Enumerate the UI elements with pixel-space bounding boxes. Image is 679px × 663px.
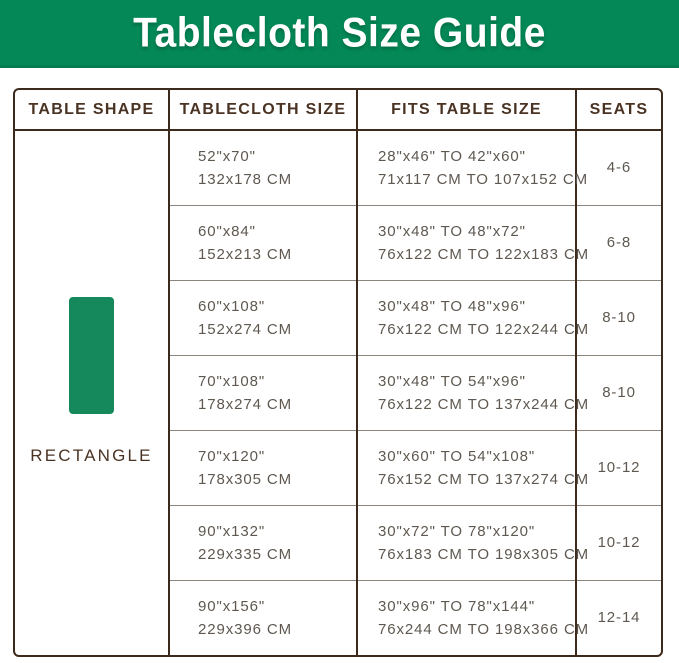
tablecloth-size-cell xyxy=(169,505,357,580)
fits-table-size-cell xyxy=(357,580,590,655)
fits-cm: 76x244 CM TO 198x366 CM xyxy=(378,620,590,638)
size-cm: 152x213 CM xyxy=(198,245,293,263)
seats-cell: 8-10 xyxy=(576,355,661,430)
fits-table-size-cell xyxy=(357,430,590,505)
size-inches: 70"x108" xyxy=(198,372,266,390)
column-header-fits-table-size: FITS TABLE SIZE xyxy=(357,90,576,130)
fits-cm: 76x122 CM TO 122x183 CM xyxy=(378,245,590,263)
header-banner xyxy=(0,0,679,68)
fits-cm: 76x122 CM TO 122x244 CM xyxy=(378,320,590,338)
seats-cell: 4-6 xyxy=(576,130,661,205)
size-cm: 152x274 CM xyxy=(198,320,293,338)
size-inches: 90"x156" xyxy=(198,597,266,615)
size-table-frame xyxy=(13,88,663,657)
shape-group xyxy=(16,297,167,466)
tablecloth-size-cell xyxy=(169,430,357,505)
tablecloth-size-cell xyxy=(169,205,357,280)
fits-inches: 30"x72" TO 78"x120" xyxy=(378,522,536,540)
tablecloth-size-cell xyxy=(169,280,357,355)
fits-inches: 30"x60" TO 54"x108" xyxy=(378,447,536,465)
fits-cm: 76x152 CM TO 137x274 CM xyxy=(378,470,590,488)
size-cm: 178x305 CM xyxy=(198,470,293,488)
table-row xyxy=(15,130,661,205)
fits-inches: 28"x46" TO 42"x60" xyxy=(378,147,526,165)
fits-table-size-cell xyxy=(357,355,590,430)
size-inches: 60"x84" xyxy=(198,222,256,240)
size-cm: 132x178 CM xyxy=(198,170,293,188)
seats-cell: 10-12 xyxy=(576,505,661,580)
tablecloth-size-cell xyxy=(169,130,357,205)
size-cm: 178x274 CM xyxy=(198,395,293,413)
size-inches: 90"x132" xyxy=(198,522,266,540)
column-header-seats: SEATS xyxy=(576,90,661,130)
rectangle-shape-icon xyxy=(69,297,114,414)
size-inches: 70"x120" xyxy=(198,447,266,465)
seats-cell: 12-14 xyxy=(576,580,661,655)
column-header-tablecloth-size: TABLECLOTH SIZE xyxy=(169,90,357,130)
column-header-table-shape: TABLE SHAPE xyxy=(15,90,169,130)
fits-table-size-cell xyxy=(357,280,590,355)
seats-cell: 10-12 xyxy=(576,430,661,505)
tablecloth-size-cell xyxy=(169,355,357,430)
fits-cm: 76x122 CM TO 137x244 CM xyxy=(378,395,590,413)
fits-inches: 30"x96" TO 78"x144" xyxy=(378,597,536,615)
size-inches: 52"x70" xyxy=(198,147,256,165)
column-header-row xyxy=(15,90,661,130)
tablecloth-size-cell xyxy=(169,580,357,655)
page-title: Tablecloth Size Guide xyxy=(133,10,546,57)
fits-inches: 30"x48" TO 48"x96" xyxy=(378,297,526,315)
size-cm: 229x335 CM xyxy=(198,545,293,563)
shape-label: RECTANGLE xyxy=(30,445,153,465)
fits-table-size-cell xyxy=(357,205,590,280)
fits-inches: 30"x48" TO 48"x72" xyxy=(378,222,526,240)
fits-cm: 76x183 CM TO 198x305 CM xyxy=(378,545,590,563)
size-table xyxy=(15,90,661,655)
size-cm: 229x396 CM xyxy=(198,620,293,638)
seats-cell: 6-8 xyxy=(576,205,661,280)
size-inches: 60"x108" xyxy=(198,297,266,315)
fits-table-size-cell xyxy=(357,505,590,580)
fits-inches: 30"x48" TO 54"x96" xyxy=(378,372,526,390)
seats-cell: 8-10 xyxy=(576,280,661,355)
table-shape-cell xyxy=(15,130,169,655)
fits-cm: 71x117 CM TO 107x152 CM xyxy=(378,170,588,188)
fits-table-size-cell xyxy=(357,130,588,205)
